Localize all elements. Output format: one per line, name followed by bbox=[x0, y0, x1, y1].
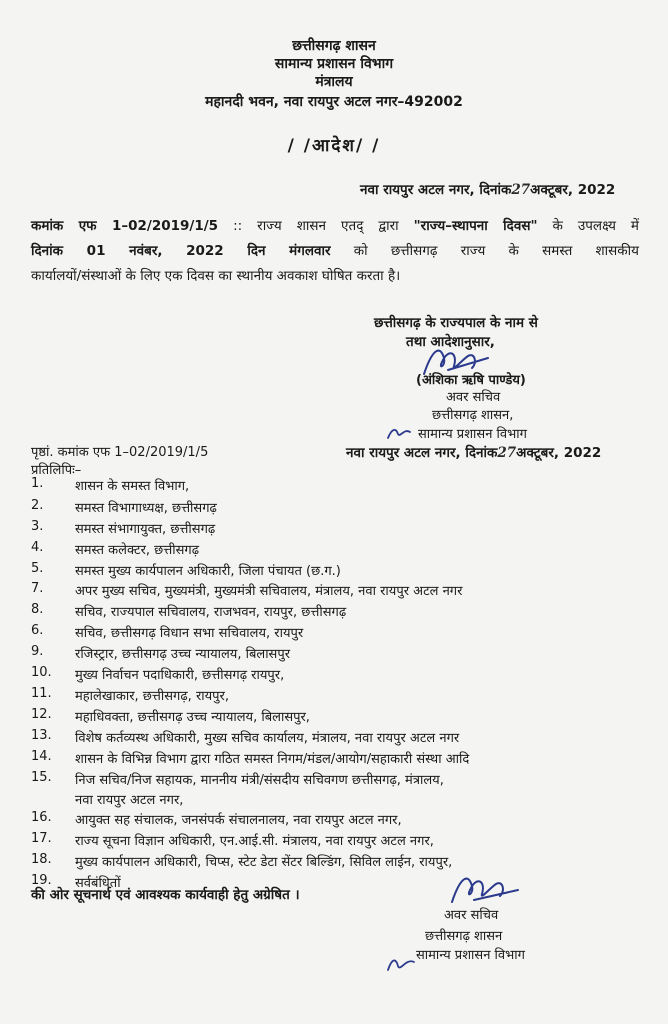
order-date bbox=[360, 180, 615, 198]
copy-list-item-number: 8. bbox=[31, 602, 44, 617]
signature1-authority-line1: छत्तीसगढ़ के राज्यपाल के नाम से bbox=[374, 315, 538, 331]
copy-list-item-text: सर्वबंधितों bbox=[75, 876, 121, 891]
order-body bbox=[31, 214, 639, 289]
copy-list-item-text: मुख्य कार्यपालन अधिकारी, चिप्स, स्टेट डेटा सेंटर बिल्डिंग, सिविल लाईन, रायपुर, bbox=[75, 855, 453, 870]
header-ministry: मंत्रालय bbox=[315, 74, 353, 90]
copy-list-item-text: सचिव, राज्यपाल सचिवालय, राजभवन, रायपुर, छत्तीसगढ़ bbox=[75, 605, 347, 620]
copy-list-item-text: मुख्य निर्वाचन पदाधिकारी, छत्तीसगढ़ रायपुर, bbox=[75, 668, 285, 683]
header-government: छत्तीसगढ़ शासन bbox=[292, 38, 376, 54]
copy-list-item-number: 6. bbox=[31, 623, 44, 638]
copy-list-item-text: निज सचिव/निज सहायक, माननीय मंत्री/संसदीय सचिवगण छत्तीसगढ़, मंत्रालय, bbox=[75, 773, 444, 788]
copy-label: प्रतिलिपिः– bbox=[31, 463, 82, 478]
copy-list-item-number: 18. bbox=[31, 852, 52, 867]
order-date-day: 27 bbox=[511, 182, 531, 198]
copy-list-item-number: 9. bbox=[31, 644, 44, 659]
copy-list-item-number: 2. bbox=[31, 498, 44, 513]
copy-list-item-number: 7. bbox=[31, 581, 44, 596]
copy-list-item-number: 4. bbox=[31, 540, 44, 555]
copy-list-item-number: 13. bbox=[31, 728, 52, 743]
copy-list-item-text: विशेष कर्तव्यस्थ अधिकारी, मुख्य सचिव कार्यालय, मंत्रालय, नवा रायपुर अटल नगर bbox=[75, 731, 460, 746]
copy-list-item-number: 12. bbox=[31, 707, 52, 722]
order-body-line-3: कार्यालयों/संस्थाओं के लिए एक दिवस का स्थानीय अवकाश घोषित करता है। bbox=[31, 268, 401, 284]
copy-list-item-number: 14. bbox=[31, 749, 52, 764]
copy-list-item-number: 3. bbox=[31, 519, 44, 534]
copy-list-item-number: 1. bbox=[31, 476, 44, 491]
signature1-org2: सामान्य प्रशासन विभाग bbox=[418, 427, 527, 442]
copy-list-item-text: महालेखाकार, छत्तीसगढ़, रायपुर, bbox=[75, 689, 230, 704]
initial-mark-2 bbox=[386, 954, 418, 976]
order-body-line-1: कमांक एफ 1–02/2019/1/5 :: राज्य शासन एतद् द्वारा "राज्य–स्थापना दिवस" के उपलक्ष्य में bbox=[31, 218, 639, 234]
endorsement-date-suffix: अक्टूबर, 2022 bbox=[516, 445, 602, 461]
closing-line: की ओर सूचनार्थ एवं आवश्यक कार्यवाही हेतु अग्रेषित । bbox=[31, 887, 300, 903]
copy-list-item-text: रजिस्ट्रार, छत्तीसगढ़ उच्च न्यायालय, बिलासपुर bbox=[75, 647, 291, 662]
copy-list-item-number: 11. bbox=[31, 686, 52, 701]
endorsement-date bbox=[346, 443, 601, 461]
copy-list-item-text: समस्त कलेक्टर, छत्तीसगढ़ bbox=[75, 543, 200, 558]
order-date-prefix: नवा रायपुर अटल नगर, दिनांक bbox=[360, 182, 512, 198]
copy-list-item-text: राज्य सूचना विज्ञान अधिकारी, एन.आई.सी. मंत्रालय, नवा रायपुर अटल नगर, bbox=[75, 834, 434, 849]
order-body-line-2: दिनांक 01 नवंबर, 2022 दिन मंगलवार को छत्तीसगढ़ राज्य के समस्त शासकीय bbox=[31, 243, 640, 259]
copy-list-item-text: अपर मुख्य सचिव, मुख्यमंत्री, मुख्यमंत्री सचिवालय, मंत्रालय, नवा रायपुर अटल नगर bbox=[75, 584, 463, 599]
signature2-org2: सामान्य प्रशासन विभाग bbox=[416, 948, 525, 963]
signature2-designation: अवर सचिव bbox=[444, 908, 499, 923]
copy-list-item-number: 15. bbox=[31, 770, 52, 785]
copy-list-item-continuation: नवा रायपुर अटल नगर, bbox=[75, 793, 184, 808]
endorsement-reference: पृष्ठां. कमांक एफ 1–02/2019/1/5 bbox=[31, 445, 209, 460]
copy-list-item-text: समस्त संभागायुक्त, छत्तीसगढ़ bbox=[75, 522, 216, 537]
signature1-org1: छत्तीसगढ़ शासन, bbox=[432, 408, 514, 423]
header-address: महानदी भवन, नवा रायपुर अटल नगर–492002 bbox=[205, 94, 463, 110]
signature1-authority-line2: तथा आदेशानुसार, bbox=[406, 334, 495, 350]
initial-mark-1 bbox=[386, 424, 414, 442]
copy-list-item-number: 10. bbox=[31, 665, 52, 680]
copy-list-item-text: सचिव, छत्तीसगढ़ विधान सभा सचिवालय, रायपुर bbox=[75, 626, 304, 641]
order-date-suffix: अक्टूबर, 2022 bbox=[530, 182, 616, 198]
copy-list-item-number: 5. bbox=[31, 561, 44, 576]
header-department: सामान्य प्रशासन विभाग bbox=[274, 56, 394, 72]
copy-list-item-text: शासन के समस्त विभाग, bbox=[75, 479, 190, 494]
copy-list-item-text: महाधिवक्ता, छत्तीसगढ़ उच्च न्यायालय, बिलासपुर, bbox=[75, 710, 310, 725]
copy-list-item-text: समस्त विभागाध्यक्ष, छत्तीसगढ़ bbox=[75, 501, 217, 516]
copy-list-item-text: समस्त मुख्य कार्यपालन अधिकारी, जिला पंचायत (छ.ग.) bbox=[75, 564, 341, 579]
copy-list-item-number: 16. bbox=[31, 810, 52, 825]
copy-list-item-number: 19. bbox=[31, 873, 52, 888]
copy-list-item-text: शासन के विभिन्न विभाग द्वारा गठित समस्त निगम/मंडल/आयोग/सहाकारी संस्था आदि bbox=[75, 752, 470, 767]
order-title: / /आदेश/ / bbox=[287, 136, 381, 156]
copy-list-item-number: 17. bbox=[31, 831, 52, 846]
endorsement-date-prefix: नवा रायपुर अटल नगर, दिनांक bbox=[346, 445, 498, 461]
signature2-org1: छत्तीसगढ़ शासन bbox=[425, 929, 503, 944]
copy-list-item-text: आयुक्त सह संचालक, जनसंपर्क संचालनालय, नवा रायपुर अटल नगर, bbox=[75, 813, 402, 828]
signature1-name: (अंशिका ऋषि पाण्डेय) bbox=[416, 373, 526, 388]
endorsement-date-day: 27 bbox=[497, 445, 517, 461]
signature1-designation: अवर सचिव bbox=[446, 390, 501, 405]
